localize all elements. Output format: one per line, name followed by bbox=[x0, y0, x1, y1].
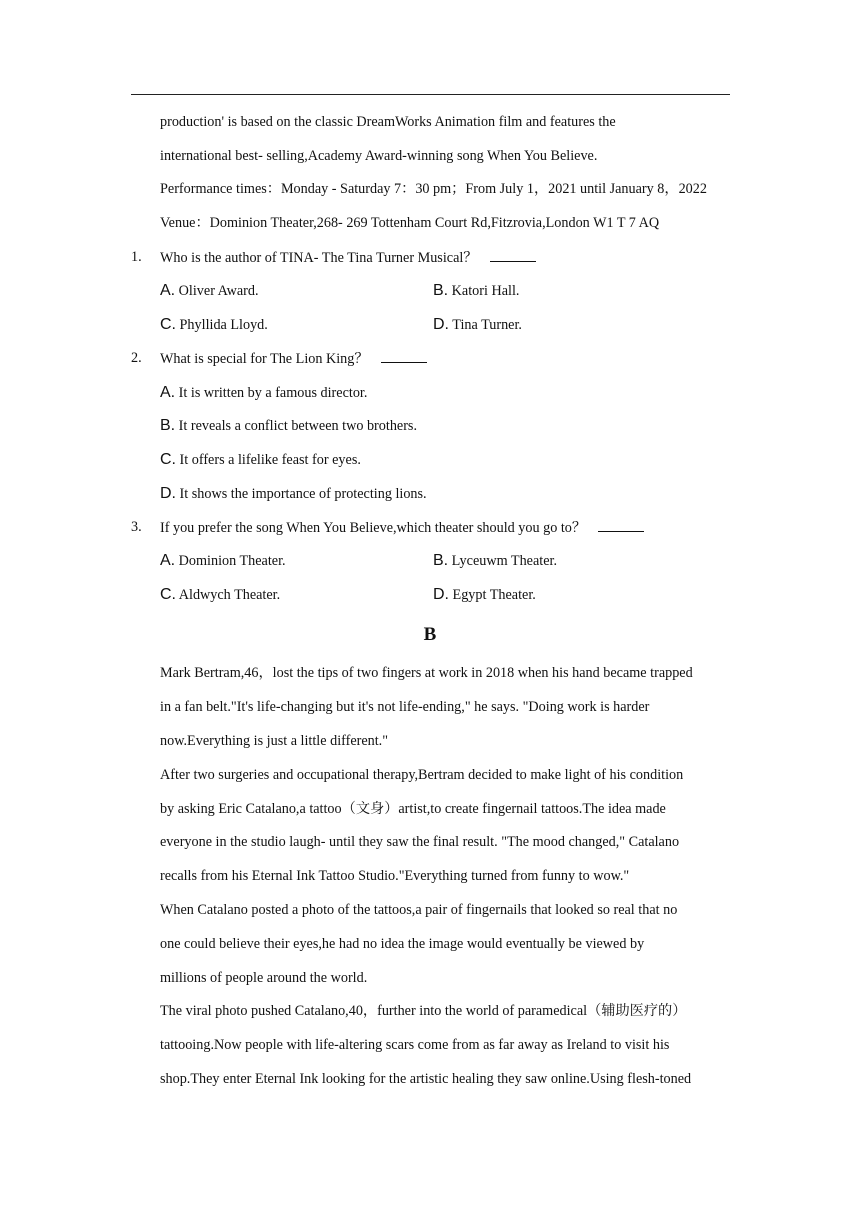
answer-blank bbox=[490, 247, 536, 262]
option-b bbox=[433, 551, 557, 571]
option-d bbox=[433, 585, 536, 605]
question-text bbox=[160, 517, 644, 538]
passage-line: one could believe their eyes,he had no idea the image would eventually be viewed by bbox=[160, 936, 645, 952]
intro-line: Performance times：Monday - Saturday 7：30 pm；From July 1，2021 until January 8，2022 bbox=[160, 181, 707, 197]
option-text: Aldwych Theater. bbox=[178, 587, 281, 603]
question-text bbox=[160, 247, 536, 268]
section-title: B bbox=[423, 624, 437, 645]
option-a bbox=[160, 383, 367, 403]
option-a bbox=[160, 551, 286, 571]
option-letter: B. bbox=[160, 417, 176, 434]
option-letter: C. bbox=[160, 451, 176, 468]
option-letter: D. bbox=[433, 316, 449, 333]
passage-line: by asking Eric Catalano,a tattoo（文身）artist,to create fingernail tattoos.The idea made bbox=[160, 801, 666, 817]
passage-line: tattooing.Now people with life-altering scars come from as far away as Ireland to visit his bbox=[160, 1037, 670, 1053]
question-stem: What is special for The Lion King？ bbox=[160, 351, 369, 367]
passage-line: When Catalano posted a photo of the tattoos,a pair of fingernails that looked so real that no bbox=[160, 902, 678, 918]
option-text: Tina Turner. bbox=[452, 317, 522, 333]
option-c bbox=[160, 315, 268, 335]
answer-blank bbox=[598, 517, 644, 532]
option-text: Oliver Award. bbox=[178, 283, 259, 299]
intro-line: production' is based on the classic DreamWorks Animation film and features the bbox=[160, 114, 616, 130]
passage-line: in a fan belt."It's life-changing but it's not life-ending," he says. "Doing work is harder bbox=[160, 699, 650, 715]
option-text: It shows the importance of protecting lions. bbox=[179, 486, 427, 502]
option-letter: D. bbox=[160, 485, 176, 502]
question-number: 2. bbox=[131, 350, 142, 366]
header-rule bbox=[131, 94, 730, 95]
option-letter: B. bbox=[433, 282, 449, 299]
option-letter: A. bbox=[160, 552, 176, 569]
intro-line: Venue：Dominion Theater,268- 269 Tottenham Court Rd,Fitzrovia,London W1 T 7 AQ bbox=[160, 215, 660, 231]
option-text: It offers a lifelike feast for eyes. bbox=[179, 452, 361, 468]
option-c bbox=[160, 450, 361, 470]
question-stem: If you prefer the song When You Believe,which theater should you go to？ bbox=[160, 520, 587, 536]
option-d bbox=[160, 484, 427, 504]
option-b bbox=[160, 416, 417, 436]
passage-line: now.Everything is just a little different." bbox=[160, 733, 389, 749]
option-letter: C. bbox=[160, 586, 176, 603]
option-text: Phyllida Lloyd. bbox=[179, 317, 268, 333]
option-b bbox=[433, 281, 519, 301]
passage-line: millions of people around the world. bbox=[160, 970, 368, 986]
option-text: Lyceuwm Theater. bbox=[451, 553, 557, 569]
option-a bbox=[160, 281, 259, 301]
question-number: 3. bbox=[131, 519, 142, 535]
option-text: It reveals a conflict between two brothers. bbox=[178, 418, 418, 434]
passage-line: everyone in the studio laugh- until they saw the final result. "The mood changed," Catalano bbox=[160, 834, 680, 850]
intro-line: international best- selling,Academy Award-winning song When You Believe. bbox=[160, 148, 598, 164]
option-letter: D. bbox=[433, 586, 449, 603]
option-text: Egypt Theater. bbox=[452, 587, 536, 603]
passage-line: After two surgeries and occupational therapy,Bertram decided to make light of his condition bbox=[160, 767, 684, 783]
option-text: It is written by a famous director. bbox=[178, 385, 368, 401]
passage-line: The viral photo pushed Catalano,40，further into the world of paramedical（辅助医疗的） bbox=[160, 1003, 687, 1019]
passage-line: recalls from his Eternal Ink Tattoo Studio."Everything turned from funny to wow." bbox=[160, 868, 630, 884]
question-stem: Who is the author of TINA- The Tina Turner Musical？ bbox=[160, 250, 478, 266]
passage-line: shop.They enter Eternal Ink looking for the artistic healing they saw online.Using flesh-toned bbox=[160, 1071, 692, 1087]
option-c bbox=[160, 585, 280, 605]
option-letter: A. bbox=[160, 282, 176, 299]
option-letter: B. bbox=[433, 552, 449, 569]
question-text bbox=[160, 348, 427, 369]
answer-blank bbox=[381, 348, 427, 363]
option-text: Dominion Theater. bbox=[178, 553, 286, 569]
question-number: 1. bbox=[131, 249, 142, 265]
option-d bbox=[433, 315, 522, 335]
option-text: Katori Hall. bbox=[451, 283, 520, 299]
passage-line: Mark Bertram,46，lost the tips of two fingers at work in 2018 when his hand became trapped bbox=[160, 665, 693, 681]
option-letter: C. bbox=[160, 316, 176, 333]
option-letter: A. bbox=[160, 384, 176, 401]
